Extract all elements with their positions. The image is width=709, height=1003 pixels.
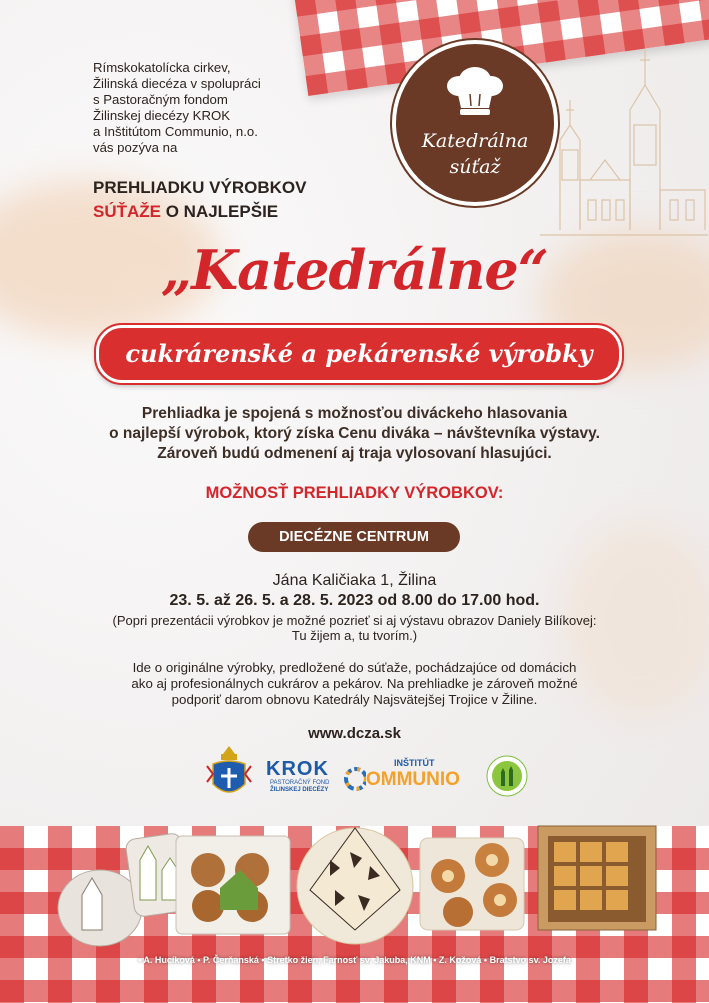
subtitle-ribbon <box>96 325 622 383</box>
description-line: o najlepší výrobok, ktorý získa Cenu diváka – návštevníka výstavy. <box>109 425 600 442</box>
note-line: (Popri prezentácii výrobkov je možné pozrieť si aj výstavu obrazov Daniely Bilíkovej: <box>112 613 597 628</box>
krok-sub: PASTORAČNÝ FOND <box>270 780 330 786</box>
intro-line: vás pozýva na <box>93 140 178 155</box>
description-line: Zároveň budú odmenení aj traja vylosovaní hlasujúci. <box>157 445 552 462</box>
competition-badge <box>392 40 558 206</box>
gingerbread-cathedral-plates <box>58 832 191 946</box>
main-title: „Katedrálne“ <box>161 238 548 302</box>
krok-sub: ŽILINSKEJ DIECÉZY <box>270 787 329 793</box>
options-heading: MOŽNOSŤ PREHLIADKY VÝROBKOV: <box>205 484 504 502</box>
note-line: Tu žijem a, tu tvorím.) <box>291 628 418 643</box>
headline <box>93 176 306 224</box>
intro-line: a Inštitútom Communio, n.o. <box>93 124 258 139</box>
closing-line: Ide o originálne výrobky, predložené do súťaže, pochádzajúce od domácich <box>132 660 577 675</box>
website-link[interactable]: www.dcza.sk <box>308 725 401 742</box>
headline-rest: O NAJLEPŠIE <box>161 202 279 221</box>
partner-logos <box>0 740 709 805</box>
cake-plate <box>297 828 413 944</box>
intro-text <box>93 60 343 156</box>
communio-c-icon <box>344 766 366 792</box>
intro-line: Žilinská diecéza v spolupráci <box>93 76 261 91</box>
badge-title: Katedrálna <box>421 130 529 152</box>
communio-logo: OMMUNIO <box>366 769 460 790</box>
headline-red-word: SÚŤAŽE <box>93 202 161 221</box>
intro-line: Rímskokatolícka cirkev, <box>93 60 231 75</box>
intro-line: Žilinskej diecézy KROK <box>93 108 231 123</box>
cathedral-restoration-logo-icon <box>485 754 529 798</box>
badge-subtitle: súťaž <box>449 156 501 178</box>
venue-name: DIECÉZNE CENTRUM <box>279 529 429 545</box>
gingerbread-tray <box>176 836 290 934</box>
communio-label: INŠTITÚT <box>394 758 435 768</box>
cracker-box <box>538 826 656 930</box>
krok-logo: KROK <box>266 758 329 780</box>
baked-goods-photo <box>0 800 709 950</box>
venue-address: Jána Kaličiaka 1, Žilina <box>272 572 437 589</box>
intro-line: s Pastoračným fondom <box>93 92 228 107</box>
credits-line: • A. Hucíková • P. Čerňanská • Stretko žien, Farnosť sv. Jakuba, KNM • Z. Kožová • Bratstvo sv. Jozefa <box>138 955 571 965</box>
pastry-basket <box>420 838 524 930</box>
description <box>0 404 709 464</box>
closing-line: podporiť darom obnovu Katedrály Najsvätejšej Trojice v Žiline. <box>171 692 538 707</box>
exhibition-note <box>0 613 709 643</box>
subtitle-text: cukrárenské a pekárenské výrobky <box>125 339 593 368</box>
closing-line: ako aj profesionálnych cukrárov a pekárov. Na prehliadke je zároveň možné <box>131 676 578 691</box>
description-line: Prehliadka je spojená s možnosťou diváckeho hlasovania <box>141 405 568 422</box>
chef-hat-icon <box>445 60 505 118</box>
headline-line1: PREHLIADKU VÝROBKOV <box>93 178 307 197</box>
venue-label <box>248 522 460 552</box>
closing-text <box>0 660 709 708</box>
cathedral-sketch-icon <box>540 30 708 260</box>
diocese-coat-of-arms-icon <box>205 744 253 802</box>
headline-line2 <box>93 200 306 224</box>
event-dates: 23. 5. až 26. 5. a 28. 5. 2023 od 8.00 do 17.00 hod. <box>169 592 540 609</box>
